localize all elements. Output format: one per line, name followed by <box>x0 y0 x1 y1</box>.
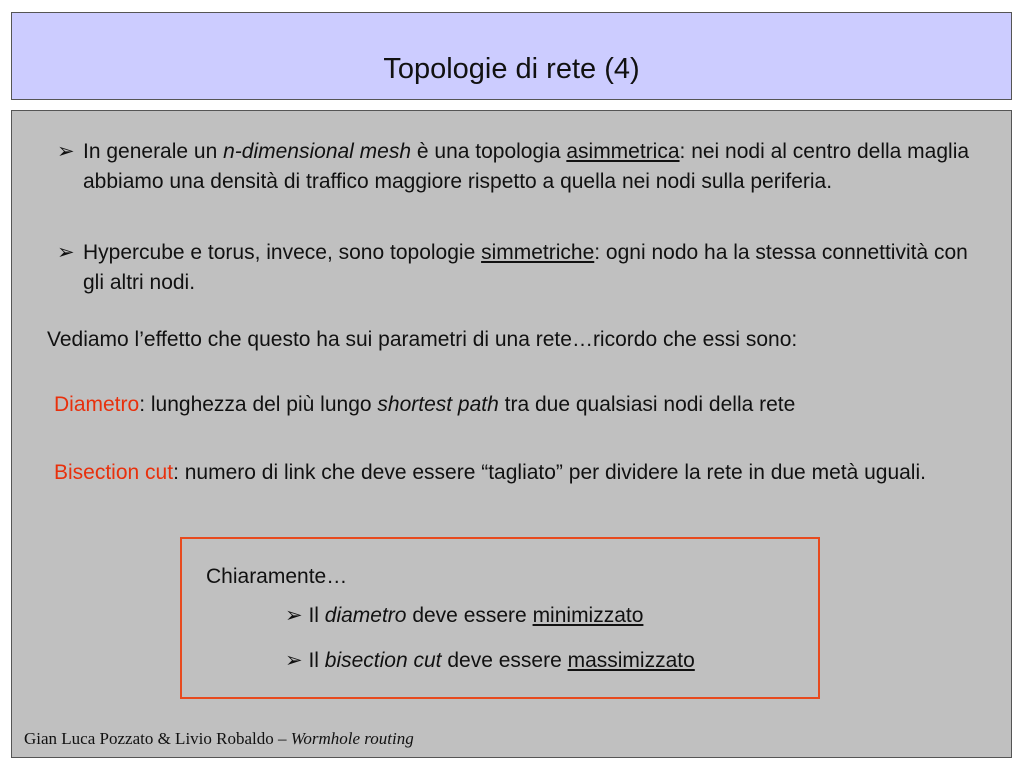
conclusion-emphasis: diametro <box>324 604 407 627</box>
definition-text: : numero di link che deve essere “tagliato” per dividere la rete in due metà uguali. <box>173 461 926 484</box>
bullet-emphasis: n-dimensional mesh <box>223 140 412 163</box>
conclusion-text: deve essere <box>406 604 533 627</box>
conclusion-text: Il <box>302 604 325 627</box>
conclusion-item-diameter <box>285 601 643 631</box>
definition-term: Bisection cut <box>54 461 174 484</box>
bullet-text: In generale un <box>83 140 224 163</box>
arrow-bullet-icon: ➢ <box>57 140 75 163</box>
conclusion-keyword: minimizzato <box>532 604 644 627</box>
footer-authors: Gian Luca Pozzato & Livio Robaldo – <box>24 729 291 748</box>
bullet-text: è una topologia <box>411 140 567 163</box>
slide-title: Topologie di rete (4) <box>383 53 640 85</box>
bullet-keyword: asimmetrica <box>566 140 680 163</box>
conclusion-lead: Chiaramente… <box>206 565 348 588</box>
bullet-symmetric-topologies <box>57 238 977 298</box>
definition-bisection-cut <box>54 458 984 488</box>
conclusion-text: deve essere <box>441 649 568 672</box>
conclusion-keyword: massimizzato <box>567 649 695 672</box>
arrow-bullet-icon: ➢ <box>285 604 303 627</box>
bullet-text: Hypercube e torus, invece, sono topologie <box>83 241 482 264</box>
definition-text: : lunghezza del più lungo <box>139 393 378 416</box>
conclusion-text: Il <box>302 649 325 672</box>
arrow-bullet-icon: ➢ <box>285 649 303 672</box>
definition-term: Diametro <box>54 393 140 416</box>
definition-diameter <box>54 390 984 420</box>
intro-paragraph: Vediamo l’effetto che questo ha sui parametri di una rete…ricordo che essi sono: <box>47 328 798 351</box>
bullet-text: : ogni nodo ha la stessa connettività con gli altri nodi. <box>83 241 968 294</box>
conclusion-item-bisection <box>285 646 695 676</box>
bullet-text: : nei nodi al centro della maglia abbiamo una densità di traffico maggiore rispetto a quella nei nodi sulla periferia. <box>83 140 970 193</box>
slide-title-box <box>11 12 1012 100</box>
slide-footer <box>24 729 414 749</box>
bullet-keyword: simmetriche <box>481 241 595 264</box>
arrow-bullet-icon: ➢ <box>57 241 75 264</box>
conclusion-emphasis: bisection cut <box>324 649 442 672</box>
footer-subject: Wormhole routing <box>290 729 414 748</box>
definition-emphasis: shortest path <box>377 393 499 416</box>
definition-text: tra due qualsiasi nodi della rete <box>498 393 796 416</box>
bullet-asymmetric-mesh <box>57 137 977 197</box>
